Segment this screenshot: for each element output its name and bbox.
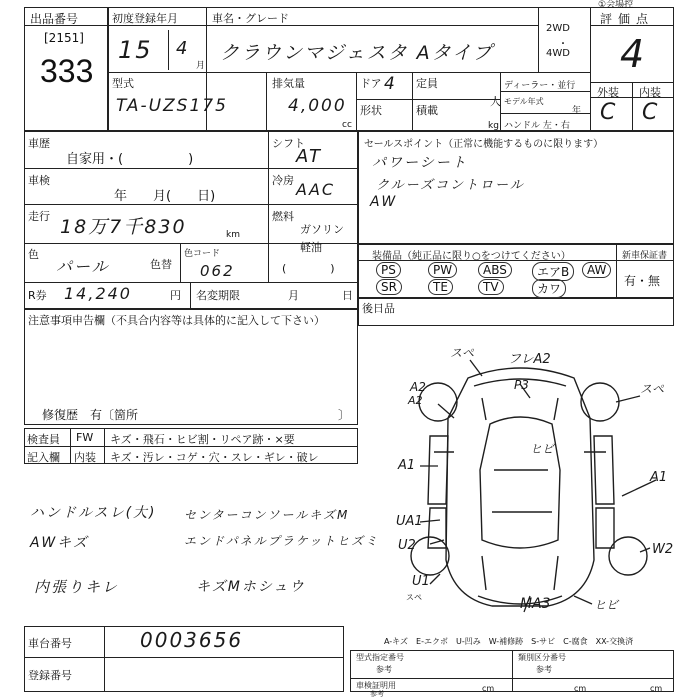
fuel-label: 燃料 (272, 210, 294, 223)
diagram-mark-fra2: フレA2 (508, 352, 551, 367)
warranty-label: 新車保証書 (622, 251, 668, 261)
class-ref: 参考 (536, 665, 552, 674)
in-label: 内装 (74, 451, 96, 464)
exterior-label: 外装 (597, 86, 619, 99)
inspection-value: 年 月( 日) (114, 189, 216, 204)
diagram-mark-w2: W2 (652, 542, 674, 557)
recycle-value: 14,240 (64, 284, 132, 303)
cm-unit-3: cm (650, 684, 663, 693)
lot-sub: [2151] (44, 31, 84, 45)
inspector-label: 検査員 (27, 433, 60, 446)
door-value: 4 (384, 74, 397, 94)
diagram-mark-u1: U1 (412, 574, 430, 589)
diagram-mark-a2-left: A2 (410, 380, 426, 394)
equipment-row-1 (370, 262, 610, 278)
name-change-month: 月 (288, 289, 299, 302)
door-label: ドア (360, 77, 382, 90)
diagram-mark-a2-sub: A2 (408, 394, 423, 407)
diagram-mark-a1-right: A1 (650, 470, 668, 485)
person-unit: 人 (490, 95, 501, 108)
reg-label: 登録番号 (28, 669, 72, 682)
year-unit: 年 (572, 106, 582, 116)
equipment-item: PS (376, 262, 401, 278)
name-change-day: 日 (342, 289, 353, 302)
after-frame (358, 298, 674, 326)
car-name-value: クラウンマジェスタ Aタイプ (220, 42, 494, 64)
cert-ref: 参考 (370, 690, 384, 698)
first-reg-year: 15 (118, 36, 153, 64)
color-value: パール (56, 257, 110, 276)
note-handwritten-3: 内張りキレ (34, 578, 119, 596)
equipment-item: AW (582, 262, 611, 278)
note-handwritten-1: ハンドルスレ(大) (30, 505, 157, 521)
in-items: キズ・汚レ・コゲ・穴・スレ・ギレ・破レ (110, 451, 319, 464)
ac-label: 冷房 (272, 174, 294, 187)
interior-value: C (642, 100, 660, 125)
sales-item-2: クルーズコントロール (376, 178, 525, 193)
note-handwritten-5: エンドパネルプラケットヒズミ (184, 534, 380, 548)
equipment-item: カワ (532, 279, 566, 298)
inspection-label: 車検 (28, 174, 50, 187)
kg-unit: kg (488, 121, 499, 131)
repair-close: 〕 (338, 408, 351, 422)
model-value: TA-UZS175 (116, 96, 228, 116)
cc-unit: cc (342, 120, 352, 130)
color-change-label: 色替 (150, 258, 172, 271)
ac-value: AAC (296, 180, 336, 199)
lot-number: 333 (40, 53, 94, 89)
diagram-mark-u2: U2 (398, 538, 416, 553)
type-ref: 参考 (376, 665, 392, 674)
fuel-gasoline: ガソリン (300, 223, 344, 236)
diagram-mark-spare-2: スペ (640, 382, 665, 396)
dealer-label: ディーラー・並行 (504, 81, 576, 91)
chassis-value: 0003656 (140, 628, 244, 652)
after-seat-label: 後日品 (362, 302, 395, 315)
exterior-value: C (600, 100, 618, 125)
equipment-row-2 (370, 279, 610, 295)
color-code-label: 色コード (184, 249, 221, 259)
note-handwritten-6: キズMホシュウ (196, 579, 306, 595)
fuel-diesel: 軽油 (300, 241, 322, 254)
corner-text: ①会場控 (598, 0, 634, 10)
equipment-item: SR (376, 279, 402, 295)
first-reg-month-unit: 月 (196, 61, 206, 71)
diagram-mark-spare-1: スペ (450, 346, 475, 360)
diagram-mark-ma3: MA3 (520, 596, 551, 612)
drive-dot: ・ (558, 39, 568, 50)
sales-label: セールスポイント（正常に機能するものに限ります） (364, 139, 604, 150)
history-value: 自家用・( ) (66, 152, 194, 167)
sales-item-3: AW (370, 194, 398, 210)
sales-item-1: パワーシート (372, 155, 468, 171)
record-label: 記入欄 (27, 451, 60, 464)
history-label: 車歴 (28, 137, 50, 150)
drive-2wd: 2WD (546, 23, 570, 34)
drive-4wd: 4WD (546, 48, 570, 59)
equipment-label: 装備品（純正品に限り○をつけてください） (372, 251, 571, 262)
yen-unit: 円 (170, 289, 181, 302)
lot-label: 出品番号 (30, 12, 79, 26)
cm-unit-1: cm (482, 684, 495, 693)
fuel-paren: ( ) (282, 262, 335, 275)
displacement-value: 4,000 (288, 96, 347, 116)
car-name-label: 車名・グレード (212, 12, 289, 25)
recycle-label: R券 (28, 289, 47, 302)
score-value: 4 (620, 32, 647, 76)
score-label: 評価点 (600, 12, 655, 26)
first-reg-month: 4 (176, 38, 190, 59)
repair-label: 修復歴 有〔箇所 (42, 408, 139, 422)
diagram-mark-crack-2: ヒビ (594, 598, 619, 612)
interior-label: 内装 (639, 86, 661, 99)
diagram-mark-p3: P3 (514, 378, 529, 392)
chassis-label: 車台番号 (28, 637, 72, 650)
equipment-item: TE (428, 279, 453, 295)
diagram-mark-crack-1: ヒビ (530, 442, 555, 456)
load-label: 積載 (416, 104, 438, 117)
diagram-mark-a1-left: A1 (398, 458, 416, 473)
model-label: 型式 (112, 77, 134, 90)
shape-label: 形状 (360, 104, 382, 117)
equipment-item: TV (478, 279, 504, 295)
equipment-item: エアB (532, 262, 574, 281)
displacement-label: 排気量 (272, 77, 305, 90)
capacity-label: 定員 (416, 77, 438, 90)
warranty-value: 有・無 (624, 274, 661, 288)
diagram-legend: A-キズ E-エクボ U-凹み W-補修跡 S-サビ C-腐食 XX-交換済 (384, 637, 634, 646)
attention-label: 注意事項申告欄（不具合内容等は具体的に記入して下さい） (28, 314, 325, 327)
mileage-label: 走行 (28, 210, 50, 223)
note-handwritten-4: センターコンソールキズM (184, 508, 350, 522)
reg-cert-label: 車検証明用 (356, 681, 396, 690)
color-code-value: 062 (200, 262, 235, 280)
note-handwritten-2: AWキズ (30, 535, 89, 551)
fw-label: FW (76, 431, 94, 444)
color-label: 色 (28, 248, 39, 261)
type-designation-label: 型式指定番号 (356, 653, 404, 662)
equipment-item: PW (428, 262, 457, 278)
shift-label: シフト (272, 137, 305, 150)
equipment-item: ABS (478, 262, 512, 278)
diagram-mark-spare-3: スペ (406, 593, 422, 602)
diagram-mark-ua1: UA1 (396, 514, 423, 529)
class-label: 類別区分番号 (518, 653, 566, 662)
fw-items: キズ・飛石・ヒビ割・リペア跡・×要 (110, 433, 295, 446)
mileage-value: 18万7千830 (60, 216, 187, 238)
name-change-label: 名変期限 (196, 289, 240, 302)
model-year-label: モデル年式 (504, 97, 544, 106)
cm-unit-2: cm (574, 684, 587, 693)
km-unit: km (226, 230, 240, 240)
handle-label: ハンドル 左・右 (504, 121, 570, 131)
first-reg-label: 初度登録年月 (112, 12, 178, 25)
shift-value: AT (296, 146, 322, 167)
